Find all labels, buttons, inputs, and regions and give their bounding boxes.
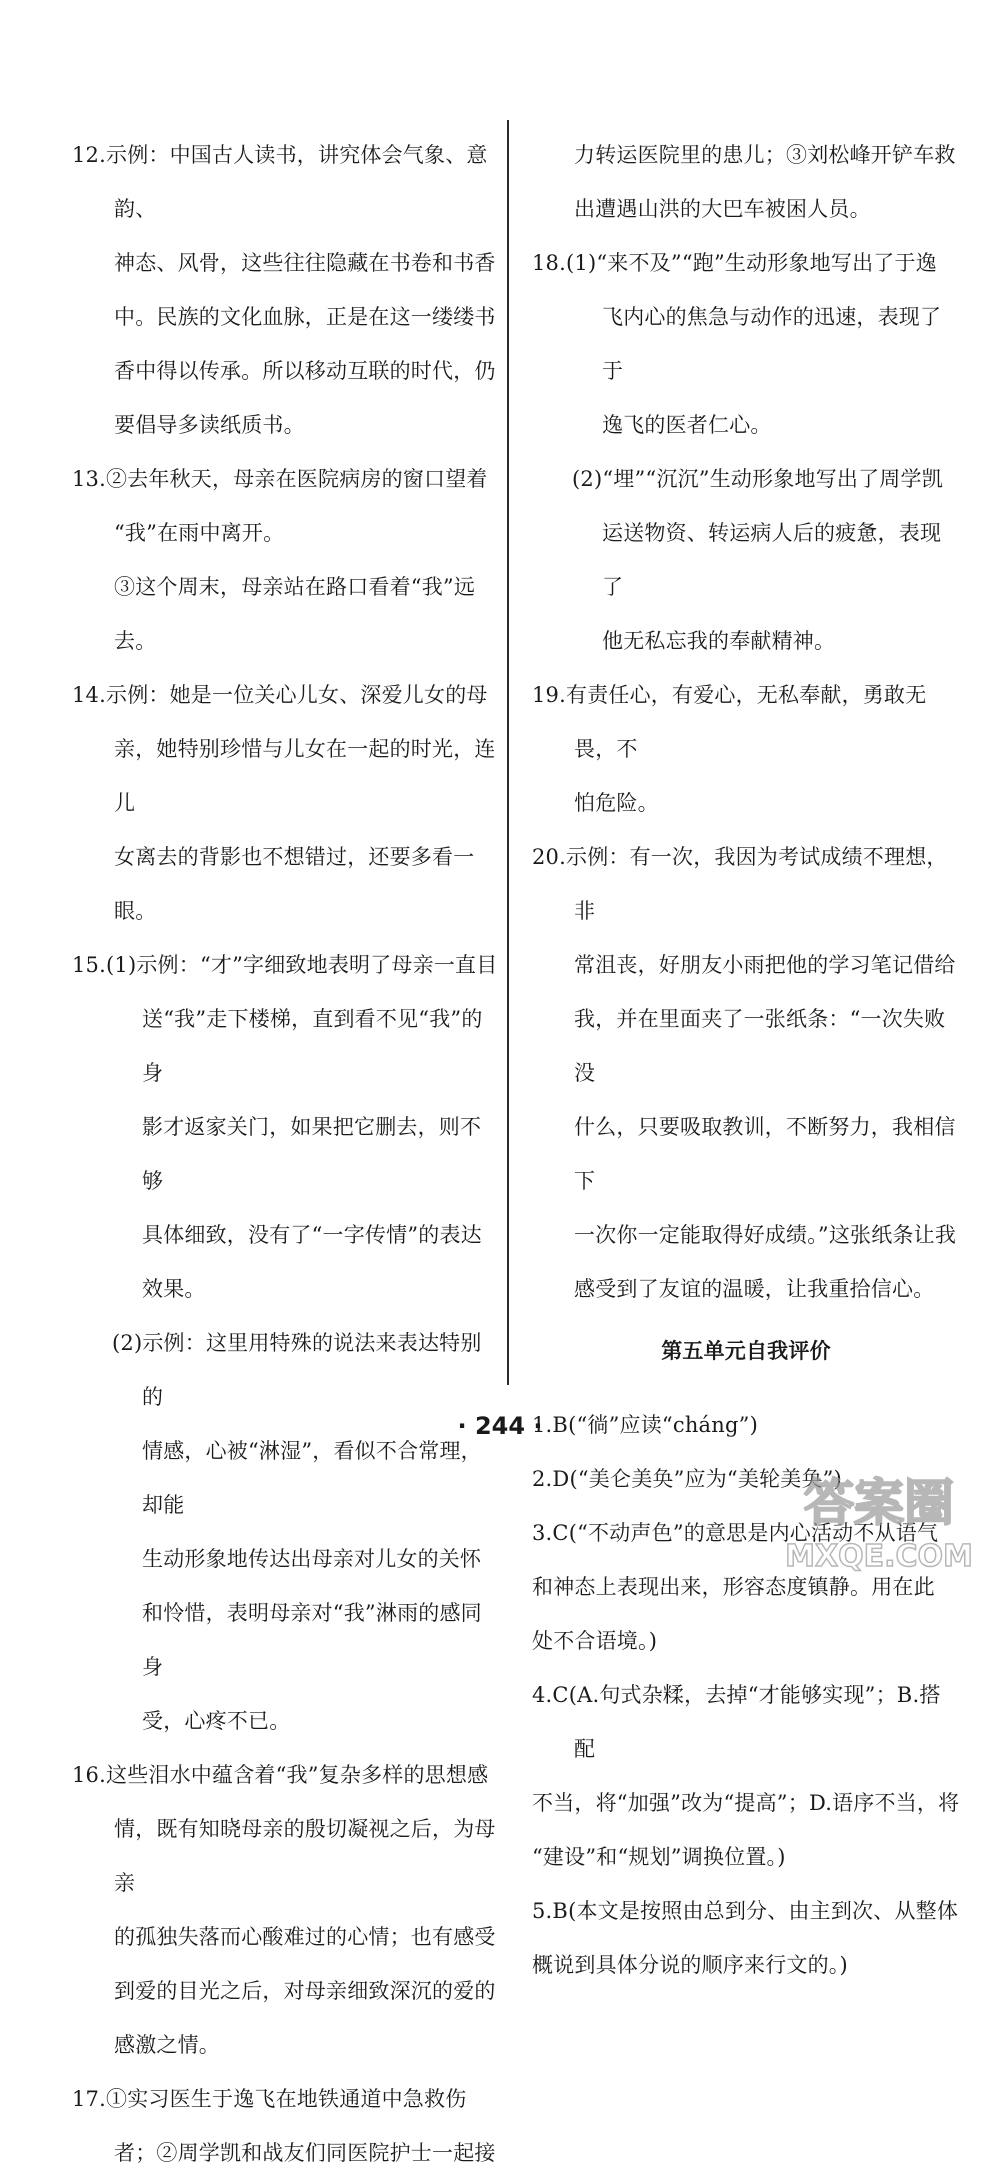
answer-line: 12.示例：中国古人读书，讲究体会气象、意韵、 bbox=[72, 143, 488, 221]
answer-line: 情，既有知晓母亲的殷切凝视之后，为母亲 bbox=[114, 1817, 496, 1895]
answer-line: 受，心疼不已。 bbox=[142, 1709, 291, 1733]
column-divider bbox=[507, 120, 509, 1385]
answer-line: 生动形象地传达出母亲对儿女的关怀 bbox=[142, 1547, 482, 1571]
answer-line: 影才返家关门，如果把它删去，则不够 bbox=[142, 1115, 482, 1193]
watermark-text-top: 答案圈 bbox=[804, 1474, 954, 1532]
answer-line: 5.B(本文是按照由总到分、由主到次、从整体 bbox=[532, 1899, 959, 1923]
left-column bbox=[72, 128, 500, 2180]
answer-line: ③这个周末，母亲站在路口看着“我”远去。 bbox=[114, 575, 476, 653]
answer-line: 18.(1)“来不及”“跑”生动形象地写出了于逸 bbox=[532, 251, 937, 275]
answer-line: 感受到了友谊的温暖，让我重拾信心。 bbox=[574, 1277, 935, 1301]
answer-line: 他无私忘我的奉献精神。 bbox=[602, 629, 836, 653]
answer-line: (2)示例：这里用特殊的说法来表达特别的 bbox=[112, 1331, 482, 1409]
answer-line: 力转运医院里的患儿；③刘松峰开铲车救 bbox=[574, 143, 956, 167]
answer-line: 情感，心被“淋湿”，看似不合常理，却能 bbox=[142, 1439, 482, 1517]
answer-line: 什么，只要吸取教训，不断努力，我相信下 bbox=[574, 1115, 956, 1193]
answer-line: 怕危险。 bbox=[574, 791, 659, 815]
page-number: · 244 · bbox=[457, 1412, 543, 1440]
answer-line: 效果。 bbox=[142, 1277, 206, 1301]
answer-line: 到爱的目光之后，对母亲细致深沉的爱的 bbox=[114, 1979, 496, 2003]
answer-line: 4.C(A.句式杂糅，去掉“才能够实现”；B.搭配 bbox=[532, 1683, 941, 1761]
answer-line: 送“我”走下楼梯，直到看不见“我”的身 bbox=[142, 1007, 483, 1085]
answer-line: 17.①实习医生于逸飞在地铁通道中急救伤 bbox=[72, 2087, 467, 2111]
answer-line: 和神态上表现出来，形容态度镇静。用在此 bbox=[532, 1575, 935, 1599]
answer-line: 者；②周学凯和战友们同医院护士一起接 bbox=[114, 2141, 496, 2165]
answer-line: 3.C(“不动声色”的意思是内心活动不从语气 bbox=[532, 1521, 939, 1545]
answer-line: 不当，将“加强”改为“提高”；D.语序不当，将 bbox=[532, 1791, 960, 1815]
answer-line: 女离去的背影也不想错过，还要多看一眼。 bbox=[114, 845, 475, 923]
answer-line: 中。民族的文化血脉，正是在这一缕缕书 bbox=[114, 305, 496, 329]
answer-line: 15.(1)示例：“才”字细致地表明了母亲一直目 bbox=[72, 953, 498, 977]
answer-line: 2.D(“美仑美奂”应为“美轮美奂”) bbox=[532, 1467, 843, 1491]
answer-line: 具体细致，没有了“一字传情”的表达 bbox=[142, 1223, 482, 1247]
answer-line: 亲，她特别珍惜与儿女在一起的时光，连儿 bbox=[114, 737, 496, 815]
answer-line: 处不合语境。) bbox=[532, 1629, 658, 1653]
answer-line: 13.②去年秋天，母亲在医院病房的窗口望着 bbox=[72, 467, 488, 491]
answer-line: 概说到具体分说的顺序来行文的。) bbox=[532, 1953, 848, 1977]
answer-line: 20.示例：有一次，我因为考试成绩不理想，非 bbox=[532, 845, 948, 923]
watermark-text-bottom: MXQE.COM bbox=[785, 1539, 973, 1574]
answer-line: 感激之情。 bbox=[114, 2033, 220, 2057]
answer-line: 飞内心的焦急与动作的迅速，表现了于 bbox=[602, 305, 942, 383]
answer-line: 出遭遇山洪的大巴车被困人员。 bbox=[574, 197, 871, 221]
answer-line: “我”在雨中离开。 bbox=[114, 521, 285, 545]
answer-line: 香中得以传承。所以移动互联的时代，仍 bbox=[114, 359, 496, 383]
answer-line: 和怜惜，表明母亲对“我”淋雨的感同身 bbox=[142, 1601, 482, 1679]
answer-line: (2)“埋”“沉沉”生动形象地写出了周学凯 bbox=[572, 467, 943, 491]
answer-line: 的孤独失落而心酸难过的心情；也有感受 bbox=[114, 1925, 496, 1949]
answer-line: 我，并在里面夹了一张纸条：“一次失败没 bbox=[574, 1007, 946, 1085]
answer-line: 逸飞的医者仁心。 bbox=[602, 413, 772, 437]
answer-line: 16.这些泪水中蕴含着“我”复杂多样的思想感 bbox=[72, 1763, 489, 1787]
answer-line: 14.示例：她是一位关心儿女、深爱儿女的母 bbox=[72, 683, 488, 707]
answer-line: 19.有责任心，有爱心，无私奉献，勇敢无畏，不 bbox=[532, 683, 927, 761]
answer-line: 1.B(“徜”应读“cháng”) bbox=[532, 1413, 758, 1437]
answer-line: “建设”和“规划”调换位置。) bbox=[532, 1845, 786, 1869]
right-column bbox=[532, 128, 960, 1992]
answer-line: 要倡导多读纸质书。 bbox=[114, 413, 305, 437]
section-title: 第五单元自我评价 bbox=[661, 1339, 831, 1363]
answer-line: 一次你一定能取得好成绩。”这张纸条让我 bbox=[574, 1223, 957, 1247]
answer-line: 运送物资、转运病人后的疲惫，表现了 bbox=[602, 521, 942, 599]
answer-line: 神态、风骨，这些往往隐藏在书卷和书香 bbox=[114, 251, 496, 275]
answer-line: 常沮丧，好朋友小雨把他的学习笔记借给 bbox=[574, 953, 956, 977]
site-watermark-logo bbox=[777, 1458, 982, 1578]
